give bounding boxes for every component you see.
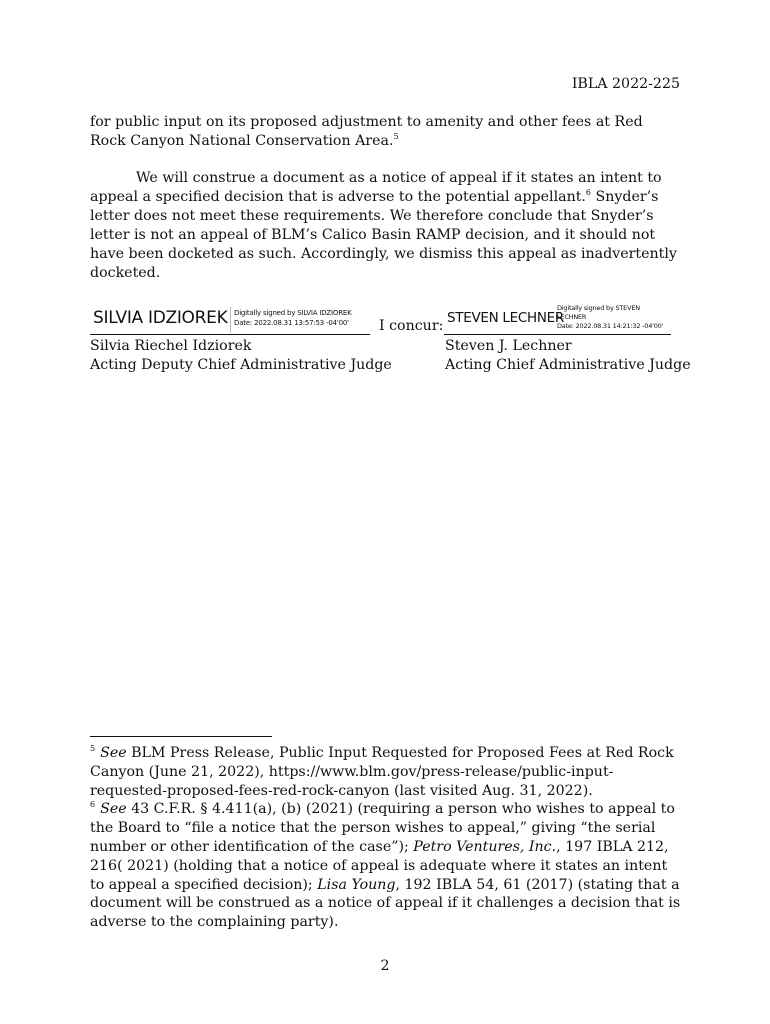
case-name: Lisa Young (317, 876, 396, 893)
docket-number: IBLA 2022-225 (571, 76, 680, 92)
signal-see: See (100, 745, 127, 761)
footnote-ref-6[interactable]: 6 (585, 188, 592, 197)
signature-line-right (444, 334, 671, 335)
paragraph-text: We will construe a document as a notice of appeal if it states an intent to appeal a specified decision that is adverse to the potential appellant. (90, 170, 662, 205)
footnote-separator (90, 736, 272, 737)
signatory-name: Steven J. Lechner (445, 338, 572, 354)
footnote-number: 6 (90, 800, 96, 810)
signatory-left (90, 337, 392, 375)
signature-stamp-details (557, 304, 663, 331)
signatory-title: Acting Chief Administrative Judge (445, 357, 691, 373)
case-name: Petro Ventures, Inc. (413, 838, 557, 855)
footnote-6 (90, 800, 682, 932)
signature-date: Date: 2022.08.31 14:21:32 -04'00' (557, 322, 664, 330)
body-paragraph-1 (90, 113, 680, 151)
concur-label: I concur: (379, 318, 444, 334)
signature-stamp-details (234, 308, 351, 328)
signature-divider (230, 307, 231, 333)
footnote-text: , 197 IBLA 212, 216( 2021) (holding that a notice of appeal is adequate where it states an intent to appeal a specified decision); (90, 838, 669, 893)
signatory-title: Acting Deputy Chief Administrative Judge (90, 357, 392, 373)
paragraph-text: for public input on its proposed adjustment to amenity and other fees at Red Rock Canyon National Conservation Area. (90, 114, 643, 149)
paragraph-text: Snyder’s letter does not meet these requirements. We therefore conclude that Snyder’s letter is not an appeal of BLM’s Calico Basin RAMP decision, and it should not have been docketed as such. Accordingly, we dismiss this appeal as inadvertently docketed. (90, 189, 677, 281)
signature-signed-by: Digitally signed by STEVEN (557, 304, 640, 312)
footnote-ref-5[interactable]: 5 (393, 132, 399, 141)
signature-date: Date: 2022.08.31 13:57:53 -04'00' (234, 319, 349, 327)
signatory-right (445, 337, 691, 375)
signature-line-left (90, 334, 370, 335)
signature-stamp-name: STEVEN LECHNER (447, 310, 564, 326)
footnotes (90, 744, 682, 932)
signal-see: See (100, 801, 127, 818)
page-number: 2 (380, 958, 390, 974)
footnote-number: 5 (90, 744, 96, 753)
signature-signed-by: Digitally signed by SILVIA IDZIOREK (234, 309, 352, 317)
body-paragraph-2 (90, 169, 680, 283)
signature-stamp-name: SILVIA IDZIOREK (93, 308, 228, 328)
footnote-text: BLM Press Release, Public Input Requested for Proposed Fees at Red Rock Canyon (June 21, 2022), https://www.blm.gov/press-release/public-input-requested-proposed-fees-red-rock-canyon (last visited Aug. 31, 2022). (90, 745, 674, 799)
signature-signed-by-cont: LECHNER (557, 313, 587, 321)
footnote-5 (90, 744, 682, 800)
footnote-text: 43 C.F.R. § 4.411(a), (b) (2021) (requiring a person who wishes to appeal to the Board to “file a notice that the person wishes to appeal,” giving “the serial number or other identification of the case”); (90, 801, 675, 855)
footnote-text: , 192 IBLA 54, 61 (2017) (stating that a document will be construed as a notice of appeal if it challenges a decision that is adverse to the complaining party). (90, 876, 681, 931)
signatory-name: Silvia Riechel Idziorek (90, 338, 252, 354)
